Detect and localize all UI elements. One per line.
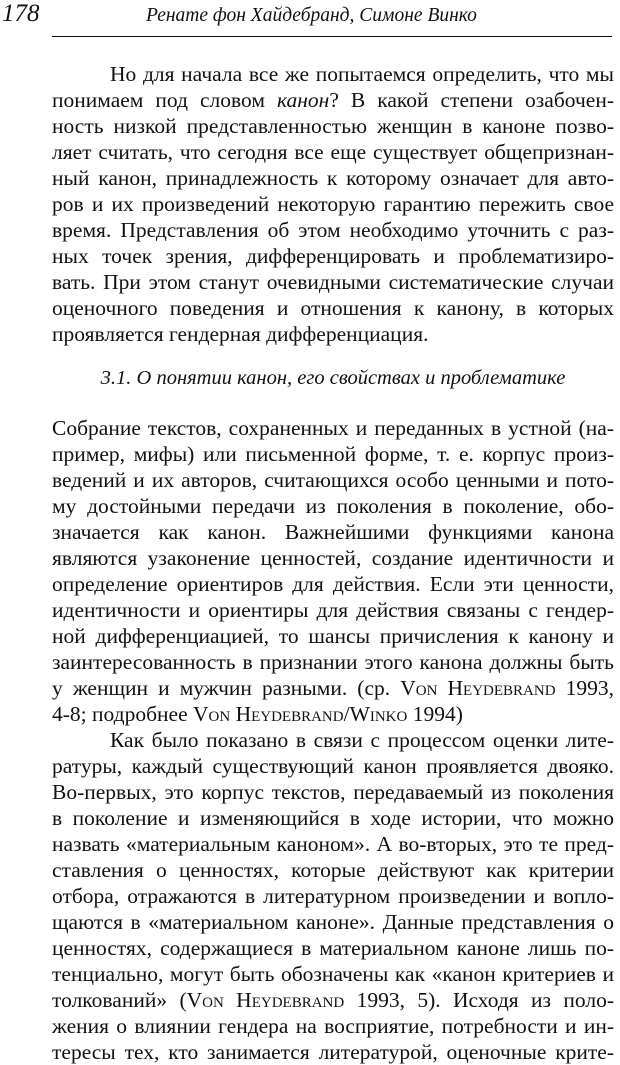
text-fragment: 4-8; подробнее bbox=[52, 702, 193, 726]
text-line: заинтересованность в признании этого канона должны быть bbox=[52, 650, 614, 674]
section-heading: 3.1. О понятии канон, его свойствах и проблематике bbox=[100, 367, 566, 389]
text-line: ной дифференциацией, то шансы причисления к канону и bbox=[52, 624, 614, 648]
paragraph-2 bbox=[52, 415, 614, 727]
text-line bbox=[52, 675, 614, 701]
text-line bbox=[52, 987, 614, 1013]
text-line: ров и их произведений некоторую гарантию пережить свое bbox=[52, 192, 614, 216]
text-line: ценностях, содержащиеся в материальном каноне лишь по- bbox=[52, 936, 614, 960]
text-line: ведений и их авторов, считающихся особо ценными и пото- bbox=[52, 468, 614, 492]
text-line: Как было показано в связи с процессом оценки лите- bbox=[110, 728, 614, 752]
text-line: ный канон, принадлежность к которому означает для авто- bbox=[52, 166, 614, 190]
text-line: проявляется гендерная дифференциация. bbox=[52, 322, 429, 346]
text-line: ляет считать, что сегодня все еще существует общепризнан- bbox=[52, 140, 614, 164]
citation-author: Von Heydebrand/Winko bbox=[193, 702, 408, 726]
text-fragment: ? В какой степени озабочен- bbox=[329, 88, 614, 112]
paragraph-3 bbox=[52, 727, 614, 1065]
text-line: в поколение и изменяющийся в ходе истории, что можно bbox=[52, 806, 614, 830]
text-line: определение ориентиров для действия. Если эти ценности, bbox=[52, 572, 614, 596]
text-line: ставления о ценностях, которые действуют как критерии bbox=[52, 858, 614, 882]
text-line: назвать «материальным каноном». А во-вторых, это те пред- bbox=[52, 832, 614, 856]
text-line: тересы тех, кто занимается литературой, оценочные крите- bbox=[52, 1040, 614, 1064]
text-line bbox=[52, 701, 614, 727]
emphasized-term: канон bbox=[276, 88, 330, 112]
text-fragment: у женщин и мужчин разными. (ср. bbox=[52, 676, 401, 700]
page-number: 178 bbox=[2, 0, 40, 27]
text-line: щаются в «материальном каноне». Данные представления о bbox=[52, 910, 614, 934]
text-line: отбора, отражаются в литературном произведении и вопло- bbox=[52, 884, 614, 908]
text-line: ных точек зрения, дифференцировать и проблематизиро- bbox=[52, 244, 614, 268]
text-line: тенциально, могут быть обозначены как «канон критериев и bbox=[52, 962, 614, 986]
text-line: ность низкой представленностью женщин в каноне позво- bbox=[52, 114, 614, 138]
text-line: оценочного поведения и отношения к канону, в которых bbox=[52, 296, 614, 320]
text-line: время. Представления об этом необходимо уточнить с раз- bbox=[52, 218, 614, 242]
text-line: вать. При этом станут очевидными систематические случаи bbox=[52, 270, 614, 294]
running-header: Ренате фон Хайдебранд, Симоне Винко bbox=[146, 5, 477, 26]
text-fragment: понимаем под словом bbox=[52, 88, 277, 112]
text-line: жения о влиянии гендера на восприятие, потребности и ин- bbox=[52, 1014, 614, 1038]
text-fragment: толкований» ( bbox=[52, 988, 187, 1012]
text-fragment: 1994) bbox=[407, 702, 463, 726]
text-line: Собрание текстов, сохраненных и переданных в устной (на- bbox=[52, 416, 614, 440]
text-line: значается как канон. Важнейшими функциями канона bbox=[52, 520, 614, 544]
text-fragment: 1993, 5). Исходя из поло- bbox=[344, 988, 615, 1012]
text-line: Но для начала все же попытаемся определить, что мы bbox=[110, 62, 614, 86]
text-line: пример, мифы) или письменной форме, т. е. корпус произ- bbox=[52, 442, 614, 466]
text-line bbox=[52, 87, 614, 113]
paragraph-1 bbox=[52, 61, 614, 347]
text-line: му достойными передачи из поколения в поколение, обо- bbox=[52, 494, 614, 518]
page-body bbox=[52, 61, 614, 1065]
text-line: являются узаконение ценностей, создание идентичности и bbox=[52, 546, 614, 570]
citation-author: Von Heydebrand bbox=[186, 988, 345, 1012]
text-line: ратуры, каждый существующий канон проявляется двояко. bbox=[52, 754, 614, 778]
text-line: Во-первых, это корпус текстов, передаваемый из поколения bbox=[52, 780, 614, 804]
text-line: идентичности и ориентиры для действия связаны с гендер- bbox=[52, 598, 614, 622]
text-fragment: 1993, bbox=[555, 676, 615, 700]
header-rule bbox=[52, 36, 612, 37]
citation-author: Von Heydebrand bbox=[400, 676, 556, 700]
